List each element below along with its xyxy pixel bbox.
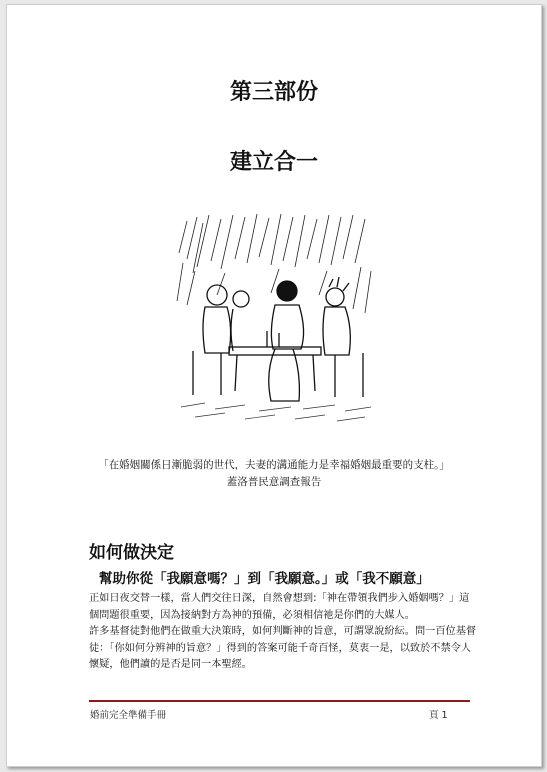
quote-attribution: 蓋洛普民意調查報告: [226, 476, 322, 488]
couples-dinner-illustration: [175, 213, 375, 428]
quote-block: [67, 457, 481, 491]
document-page: [6, 4, 542, 767]
paragraph: 許多基督徒對他們在做重大決策時，如何判斷神的旨意，可謂眾說紛紜。問一百位基督徒：「你如何分辨神的旨意？」得到的答案可能千奇百怪，莫衷一是，以致於不禁令人懷疑，他們讀的是否是同一本聖經。: [89, 626, 477, 670]
paragraph: 正如日夜交替一樣，當人們交往日深，自然會想到:「神在帶領我們步入婚姻嗎？」這個問題很重要，因為接納對方為神的預備，必須相信祂是你們的大媒人。: [89, 593, 470, 621]
footer-book-title: 婚前完全準備手冊: [90, 710, 167, 721]
section-heading: 如何做決定: [89, 543, 174, 563]
page-number: 1: [441, 710, 448, 721]
footer-page-number: [429, 707, 448, 721]
chapter-title: 建立合一: [229, 150, 318, 175]
page-label: 頁: [429, 710, 439, 721]
part-title: 第三部份: [229, 80, 318, 105]
body-text: [89, 591, 479, 674]
quote-text: 「在婚姻關係日漸脆弱的世代，夫妻的溝通能力是幸福婚姻最重要的支柱。」: [98, 459, 450, 471]
footer-divider: [89, 700, 470, 702]
sub-heading: 幫助你從「我願意嗎？」到「我願意。」或「我不願意」: [99, 571, 430, 587]
